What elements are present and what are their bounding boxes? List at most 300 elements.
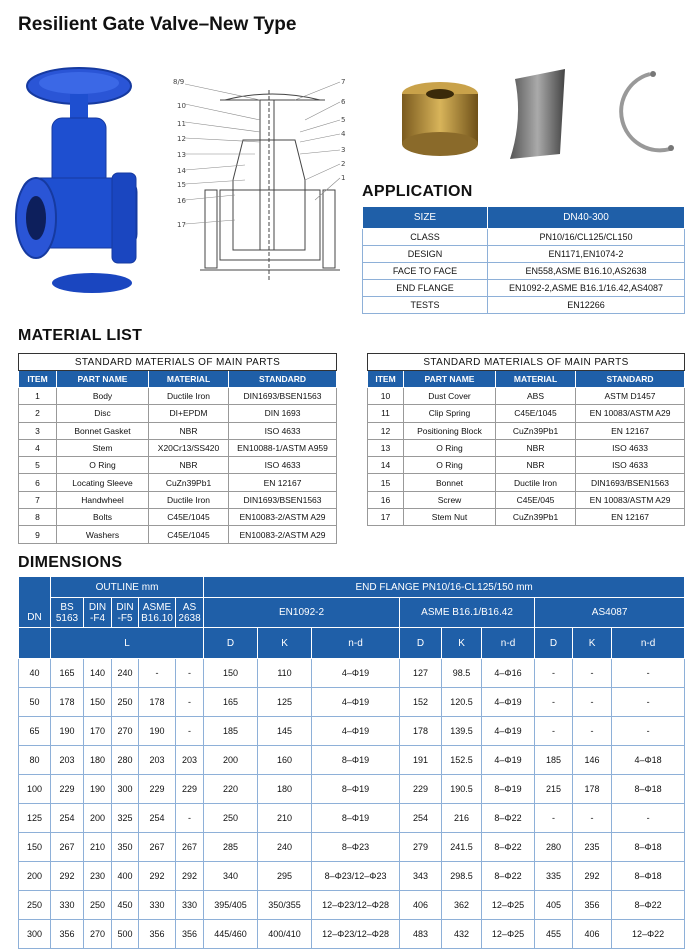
materials-caption: STANDARD MATERIALS OF MAIN PARTS	[19, 354, 337, 371]
table-cell: 180	[258, 775, 312, 804]
materials-row	[19, 405, 337, 422]
drawing-label: 16	[177, 197, 186, 205]
application-header-cell: DN40-300	[488, 207, 685, 229]
table-cell: 254	[51, 804, 84, 833]
table-cell: 80	[19, 746, 51, 775]
table-cell: 8–Φ22	[482, 833, 535, 862]
table-cell: 250	[112, 688, 139, 717]
table-cell: 190	[139, 717, 176, 746]
table-cell: 400	[112, 862, 139, 891]
table-cell: 4–Φ18	[612, 746, 685, 775]
table-cell: 325	[112, 804, 139, 833]
table-cell: C45E/1045	[149, 509, 229, 526]
dimensions-row	[19, 862, 685, 891]
table-cell: O Ring	[404, 457, 496, 474]
table-cell: 406	[400, 891, 442, 920]
table-cell: 190	[84, 775, 112, 804]
table-cell: 17	[368, 509, 404, 526]
outline-col-header	[176, 598, 204, 628]
table-cell: 180	[84, 746, 112, 775]
table-cell: -	[612, 717, 685, 746]
table-cell: ISO 4633	[576, 457, 685, 474]
table-cell: 229	[139, 775, 176, 804]
table-cell: 165	[51, 659, 84, 688]
table-cell: Positioning Block	[404, 422, 496, 439]
materials-row	[368, 457, 685, 474]
table-cell: ISO 4633	[229, 457, 337, 474]
table-cell: 335	[535, 862, 573, 891]
materials-row	[19, 422, 337, 439]
table-cell: -	[535, 804, 573, 833]
table-cell: 190.5	[442, 775, 482, 804]
materials-header-cell: MATERIAL	[496, 371, 576, 388]
table-cell: 8–Φ18	[612, 775, 685, 804]
table-cell: X20Cr13/SS420	[149, 439, 229, 456]
table-cell: 395/405	[204, 891, 258, 920]
table-cell: NBR	[496, 439, 576, 456]
dimensions-title: DIMENSIONS	[18, 554, 123, 571]
application-header-cell: SIZE	[363, 207, 488, 229]
table-cell: 140	[84, 659, 112, 688]
table-cell: 450	[112, 891, 139, 920]
table-cell: 300	[112, 775, 139, 804]
application-cell: CLASS	[363, 229, 488, 246]
table-cell: CuZn39Pb1	[149, 474, 229, 491]
materials-row	[368, 439, 685, 456]
table-cell: 110	[258, 659, 312, 688]
table-cell: 4–Φ16	[482, 659, 535, 688]
table-cell: 500	[112, 920, 139, 949]
table-cell: 350/355	[258, 891, 312, 920]
table-cell: 200	[84, 804, 112, 833]
table-cell: 229	[400, 775, 442, 804]
table-cell: 12–Φ25	[482, 920, 535, 949]
table-cell: 356	[139, 920, 176, 949]
table-cell: 12–Φ25	[482, 891, 535, 920]
materials-header-cell: STANDARD	[576, 371, 685, 388]
materials-row	[19, 491, 337, 508]
table-cell: 203	[51, 746, 84, 775]
table-cell: 6	[19, 474, 57, 491]
table-cell: 127	[400, 659, 442, 688]
table-cell: 250	[204, 804, 258, 833]
table-cell: EN 12167	[229, 474, 337, 491]
materials-table-left	[18, 353, 337, 544]
table-cell: 4–Φ19	[482, 746, 535, 775]
table-cell: Bolts	[57, 509, 149, 526]
table-cell: EN 12167	[576, 422, 685, 439]
table-cell: 50	[19, 688, 51, 717]
table-cell: 267	[51, 833, 84, 862]
table-cell: 8–Φ23	[312, 833, 400, 862]
materials-header-cell: PART NAME	[404, 371, 496, 388]
sub-col-header: D	[400, 628, 442, 659]
drawing-label: 15	[177, 181, 186, 189]
table-cell: 4–Φ19	[482, 717, 535, 746]
materials-header-cell: ITEM	[19, 371, 57, 388]
materials-header-cell: MATERIAL	[149, 371, 229, 388]
table-cell: 203	[176, 746, 204, 775]
table-cell: 330	[51, 891, 84, 920]
table-cell: 292	[176, 862, 204, 891]
table-cell: -	[573, 804, 612, 833]
outline-col-label: ASME B16.10	[141, 601, 173, 624]
outline-col-header	[139, 598, 176, 628]
table-cell: -	[535, 659, 573, 688]
table-cell: 16	[368, 491, 404, 508]
table-cell: 270	[84, 920, 112, 949]
table-cell: EN 12167	[576, 509, 685, 526]
table-cell: Bonnet	[404, 474, 496, 491]
table-cell: Washers	[57, 526, 149, 543]
table-cell: 190	[51, 717, 84, 746]
table-cell: Ductile Iron	[496, 474, 576, 491]
table-cell: Handwheel	[57, 491, 149, 508]
sub-col-header: K	[442, 628, 482, 659]
drawing-label: 14	[177, 167, 186, 175]
table-cell: 150	[84, 688, 112, 717]
table-cell: Body	[57, 388, 149, 405]
table-cell: EN 10083/ASTM A29	[576, 405, 685, 422]
table-cell: 229	[51, 775, 84, 804]
table-cell: -	[573, 659, 612, 688]
table-cell: -	[139, 659, 176, 688]
table-cell: 178	[51, 688, 84, 717]
dimensions-row	[19, 891, 685, 920]
drawing-label: 4	[341, 130, 346, 138]
table-cell: 11	[368, 405, 404, 422]
table-cell: 400/410	[258, 920, 312, 949]
table-cell: 40	[19, 659, 51, 688]
table-cell: 12–Φ22	[612, 920, 685, 949]
table-cell: 8–Φ18	[612, 862, 685, 891]
valve-cross-section-drawing	[165, 70, 355, 290]
table-cell: ISO 4633	[576, 439, 685, 456]
table-cell: 362	[442, 891, 482, 920]
materials-table-right	[367, 353, 685, 526]
materials-row	[368, 491, 685, 508]
table-cell: 250	[19, 891, 51, 920]
application-title: APPLICATION	[362, 183, 473, 200]
table-cell: 340	[204, 862, 258, 891]
materials-row	[368, 405, 685, 422]
application-cell: TESTS	[363, 297, 488, 314]
materials-header-cell: STANDARD	[229, 371, 337, 388]
drawing-label: 2	[341, 160, 346, 168]
table-cell: -	[612, 804, 685, 833]
table-cell: 160	[258, 746, 312, 775]
table-cell: -	[573, 688, 612, 717]
dimensions-row	[19, 746, 685, 775]
materials-header-cell: PART NAME	[57, 371, 149, 388]
table-cell: C45E/1045	[496, 405, 576, 422]
table-cell: 210	[258, 804, 312, 833]
sub-col-header: K	[258, 628, 312, 659]
dimensions-row	[19, 688, 685, 717]
table-cell: 9	[19, 526, 57, 543]
table-cell: 8–Φ18	[612, 833, 685, 862]
table-cell: 7	[19, 491, 57, 508]
table-cell: 254	[139, 804, 176, 833]
application-cell: EN12266	[488, 297, 685, 314]
drawing-label: 10	[177, 102, 186, 110]
table-cell: 4–Φ19	[312, 717, 400, 746]
application-cell: EN558,ASME B16.10,AS2638	[488, 263, 685, 280]
material-list-title: MATERIAL LIST	[18, 327, 143, 344]
table-cell: O Ring	[404, 439, 496, 456]
table-cell: 178	[139, 688, 176, 717]
table-cell: DIN1693/BSEN1563	[576, 474, 685, 491]
outline-col-header	[51, 598, 84, 628]
table-cell: 150	[204, 659, 258, 688]
table-cell: 298.5	[442, 862, 482, 891]
table-cell: -	[573, 717, 612, 746]
table-cell: 15	[368, 474, 404, 491]
table-cell: C45E/045	[496, 491, 576, 508]
table-cell: 406	[573, 920, 612, 949]
length-header: L	[51, 628, 204, 659]
table-cell: 165	[204, 688, 258, 717]
table-cell: 8–Φ19	[312, 775, 400, 804]
table-cell: -	[535, 688, 573, 717]
materials-header-cell: ITEM	[368, 371, 404, 388]
table-cell: 8–Φ19	[482, 775, 535, 804]
dimensions-row	[19, 659, 685, 688]
table-cell: 178	[400, 717, 442, 746]
outline-col-header	[112, 598, 139, 628]
table-cell: 125	[258, 688, 312, 717]
table-cell: 8–Φ19	[312, 746, 400, 775]
table-cell: 280	[535, 833, 573, 862]
sub-col-header: K	[573, 628, 612, 659]
table-cell: 4–Φ19	[312, 659, 400, 688]
table-cell: EN10083-2/ASTM A29	[229, 526, 337, 543]
drawing-label: 11	[177, 120, 186, 128]
table-cell: EN10083-2/ASTM A29	[229, 509, 337, 526]
table-cell: -	[176, 688, 204, 717]
table-cell: -	[176, 659, 204, 688]
outline-col-label: AS 2638	[178, 601, 201, 624]
table-cell: 152	[400, 688, 442, 717]
table-cell: 5	[19, 457, 57, 474]
drawing-label: 12	[177, 135, 186, 143]
table-cell: Stem	[57, 439, 149, 456]
materials-row	[19, 439, 337, 456]
table-cell: 279	[400, 833, 442, 862]
outline-col-label: DIN -F5	[116, 601, 134, 624]
table-cell: 4–Φ19	[482, 688, 535, 717]
application-cell: EN1092-2,ASME B16.1/16.42,AS4087	[488, 280, 685, 297]
table-cell: 200	[19, 862, 51, 891]
table-cell: 215	[535, 775, 573, 804]
application-cell: EN1171,EN1074-2	[488, 246, 685, 263]
valve-photo	[12, 58, 147, 298]
table-cell: 240	[112, 659, 139, 688]
table-cell: DIN1693/BSEN1563	[229, 388, 337, 405]
dimensions-row	[19, 717, 685, 746]
table-cell: NBR	[149, 422, 229, 439]
application-cell: FACE TO FACE	[363, 263, 488, 280]
table-cell: 330	[176, 891, 204, 920]
table-cell: 250	[84, 891, 112, 920]
table-cell: 98.5	[442, 659, 482, 688]
table-cell: 280	[112, 746, 139, 775]
table-cell: -	[176, 717, 204, 746]
table-cell: 210	[84, 833, 112, 862]
table-cell: Dust Cover	[404, 388, 496, 405]
dimensions-table	[18, 576, 685, 949]
table-cell: 3	[19, 422, 57, 439]
table-cell: 405	[535, 891, 573, 920]
table-cell: 267	[139, 833, 176, 862]
table-cell: 12–Φ23/12–Φ28	[312, 891, 400, 920]
table-cell: 270	[112, 717, 139, 746]
table-cell: Ductile Iron	[149, 491, 229, 508]
table-cell: Clip Spring	[404, 405, 496, 422]
table-cell: 356	[573, 891, 612, 920]
table-cell: 292	[51, 862, 84, 891]
table-cell: 356	[176, 920, 204, 949]
table-cell: 8–Φ22	[482, 804, 535, 833]
table-cell: NBR	[149, 457, 229, 474]
table-cell: -	[612, 659, 685, 688]
table-cell: 13	[368, 439, 404, 456]
table-cell: 146	[573, 746, 612, 775]
sub-col-header: n-d	[612, 628, 685, 659]
table-cell: O Ring	[57, 457, 149, 474]
table-cell: 125	[19, 804, 51, 833]
sub-col-header: D	[535, 628, 573, 659]
table-cell: Bonnet Gasket	[57, 422, 149, 439]
table-cell: NBR	[496, 457, 576, 474]
sub-col-header: n-d	[312, 628, 400, 659]
drawing-label: 1	[341, 174, 346, 182]
table-cell: C45E/1045	[149, 526, 229, 543]
drawing-label: 8/9	[173, 78, 185, 86]
table-cell: EN 10083/ASTM A29	[576, 491, 685, 508]
sub-col-header: D	[204, 628, 258, 659]
table-cell: 356	[51, 920, 84, 949]
table-cell: 8	[19, 509, 57, 526]
table-cell: 300	[19, 920, 51, 949]
table-cell: 178	[573, 775, 612, 804]
page-title: Resilient Gate Valve–New Type	[18, 14, 297, 35]
sub-col-header: n-d	[482, 628, 535, 659]
table-cell: DIN1693/BSEN1563	[229, 491, 337, 508]
table-cell: 2	[19, 405, 57, 422]
materials-row	[19, 526, 337, 543]
table-cell: 343	[400, 862, 442, 891]
table-cell: 330	[139, 891, 176, 920]
table-cell: EN10088-1/ASTM A959	[229, 439, 337, 456]
table-cell: 139.5	[442, 717, 482, 746]
table-cell: 455	[535, 920, 573, 949]
table-cell: 8–Φ22	[612, 891, 685, 920]
table-cell: 152.5	[442, 746, 482, 775]
materials-row	[19, 457, 337, 474]
materials-row	[368, 509, 685, 526]
table-cell: -	[176, 804, 204, 833]
outline-col-label: BS 5163	[55, 601, 79, 624]
dn-header: DN	[19, 577, 51, 628]
table-cell: 8–Φ19	[312, 804, 400, 833]
table-cell: DI+EPDM	[149, 405, 229, 422]
table-cell: ASTM D1457	[576, 388, 685, 405]
table-cell: 185	[204, 717, 258, 746]
materials-row	[19, 474, 337, 491]
table-cell: -	[612, 688, 685, 717]
table-cell: 229	[176, 775, 204, 804]
table-cell: 254	[400, 804, 442, 833]
materials-row	[368, 388, 685, 405]
table-cell: Screw	[404, 491, 496, 508]
parts-photo	[395, 64, 695, 164]
table-cell: 10	[368, 388, 404, 405]
table-cell: 295	[258, 862, 312, 891]
table-cell: 350	[112, 833, 139, 862]
outline-header: OUTLINE mm	[51, 577, 204, 598]
table-cell: 150	[19, 833, 51, 862]
table-cell: 170	[84, 717, 112, 746]
materials-row	[19, 388, 337, 405]
standard-group-header: ASME B16.1/B16.42	[400, 598, 535, 628]
standard-group-header: AS4087	[535, 598, 685, 628]
dimensions-row	[19, 804, 685, 833]
table-cell: 285	[204, 833, 258, 862]
table-cell: 267	[176, 833, 204, 862]
materials-row	[19, 509, 337, 526]
table-cell: 8–Φ23/12–Φ23	[312, 862, 400, 891]
flange-header: END FLANGE PN10/16-CL125/150 mm	[204, 577, 685, 598]
standard-group-header: EN1092-2	[204, 598, 400, 628]
table-cell: Disc	[57, 405, 149, 422]
table-cell: Locating Sleeve	[57, 474, 149, 491]
table-cell: 4	[19, 439, 57, 456]
table-cell: Ductile Iron	[149, 388, 229, 405]
drawing-label: 6	[341, 98, 346, 106]
table-cell: 432	[442, 920, 482, 949]
table-cell: 100	[19, 775, 51, 804]
materials-caption: STANDARD MATERIALS OF MAIN PARTS	[368, 354, 685, 371]
table-cell: 235	[573, 833, 612, 862]
table-cell: 185	[535, 746, 573, 775]
drawing-label: 3	[341, 146, 346, 154]
outline-col-header	[84, 598, 112, 628]
table-cell: 230	[84, 862, 112, 891]
table-cell: 292	[139, 862, 176, 891]
application-cell: END FLANGE	[363, 280, 488, 297]
table-cell: CuZn39Pb1	[496, 509, 576, 526]
table-cell: 120.5	[442, 688, 482, 717]
table-cell: 445/460	[204, 920, 258, 949]
drawing-label: 17	[177, 221, 186, 229]
materials-row	[368, 422, 685, 439]
dimensions-row	[19, 920, 685, 949]
table-cell: ISO 4633	[229, 422, 337, 439]
application-table	[362, 206, 685, 314]
table-cell: 145	[258, 717, 312, 746]
table-cell: 8–Φ22	[482, 862, 535, 891]
table-cell: 191	[400, 746, 442, 775]
table-cell: DIN 1693	[229, 405, 337, 422]
table-cell: 12	[368, 422, 404, 439]
application-cell: DESIGN	[363, 246, 488, 263]
table-cell: 4–Φ19	[312, 688, 400, 717]
table-cell: 241.5	[442, 833, 482, 862]
drawing-label: 7	[341, 78, 346, 86]
outline-col-label: DIN -F4	[88, 601, 107, 624]
application-cell: PN10/16/CL125/CL150	[488, 229, 685, 246]
